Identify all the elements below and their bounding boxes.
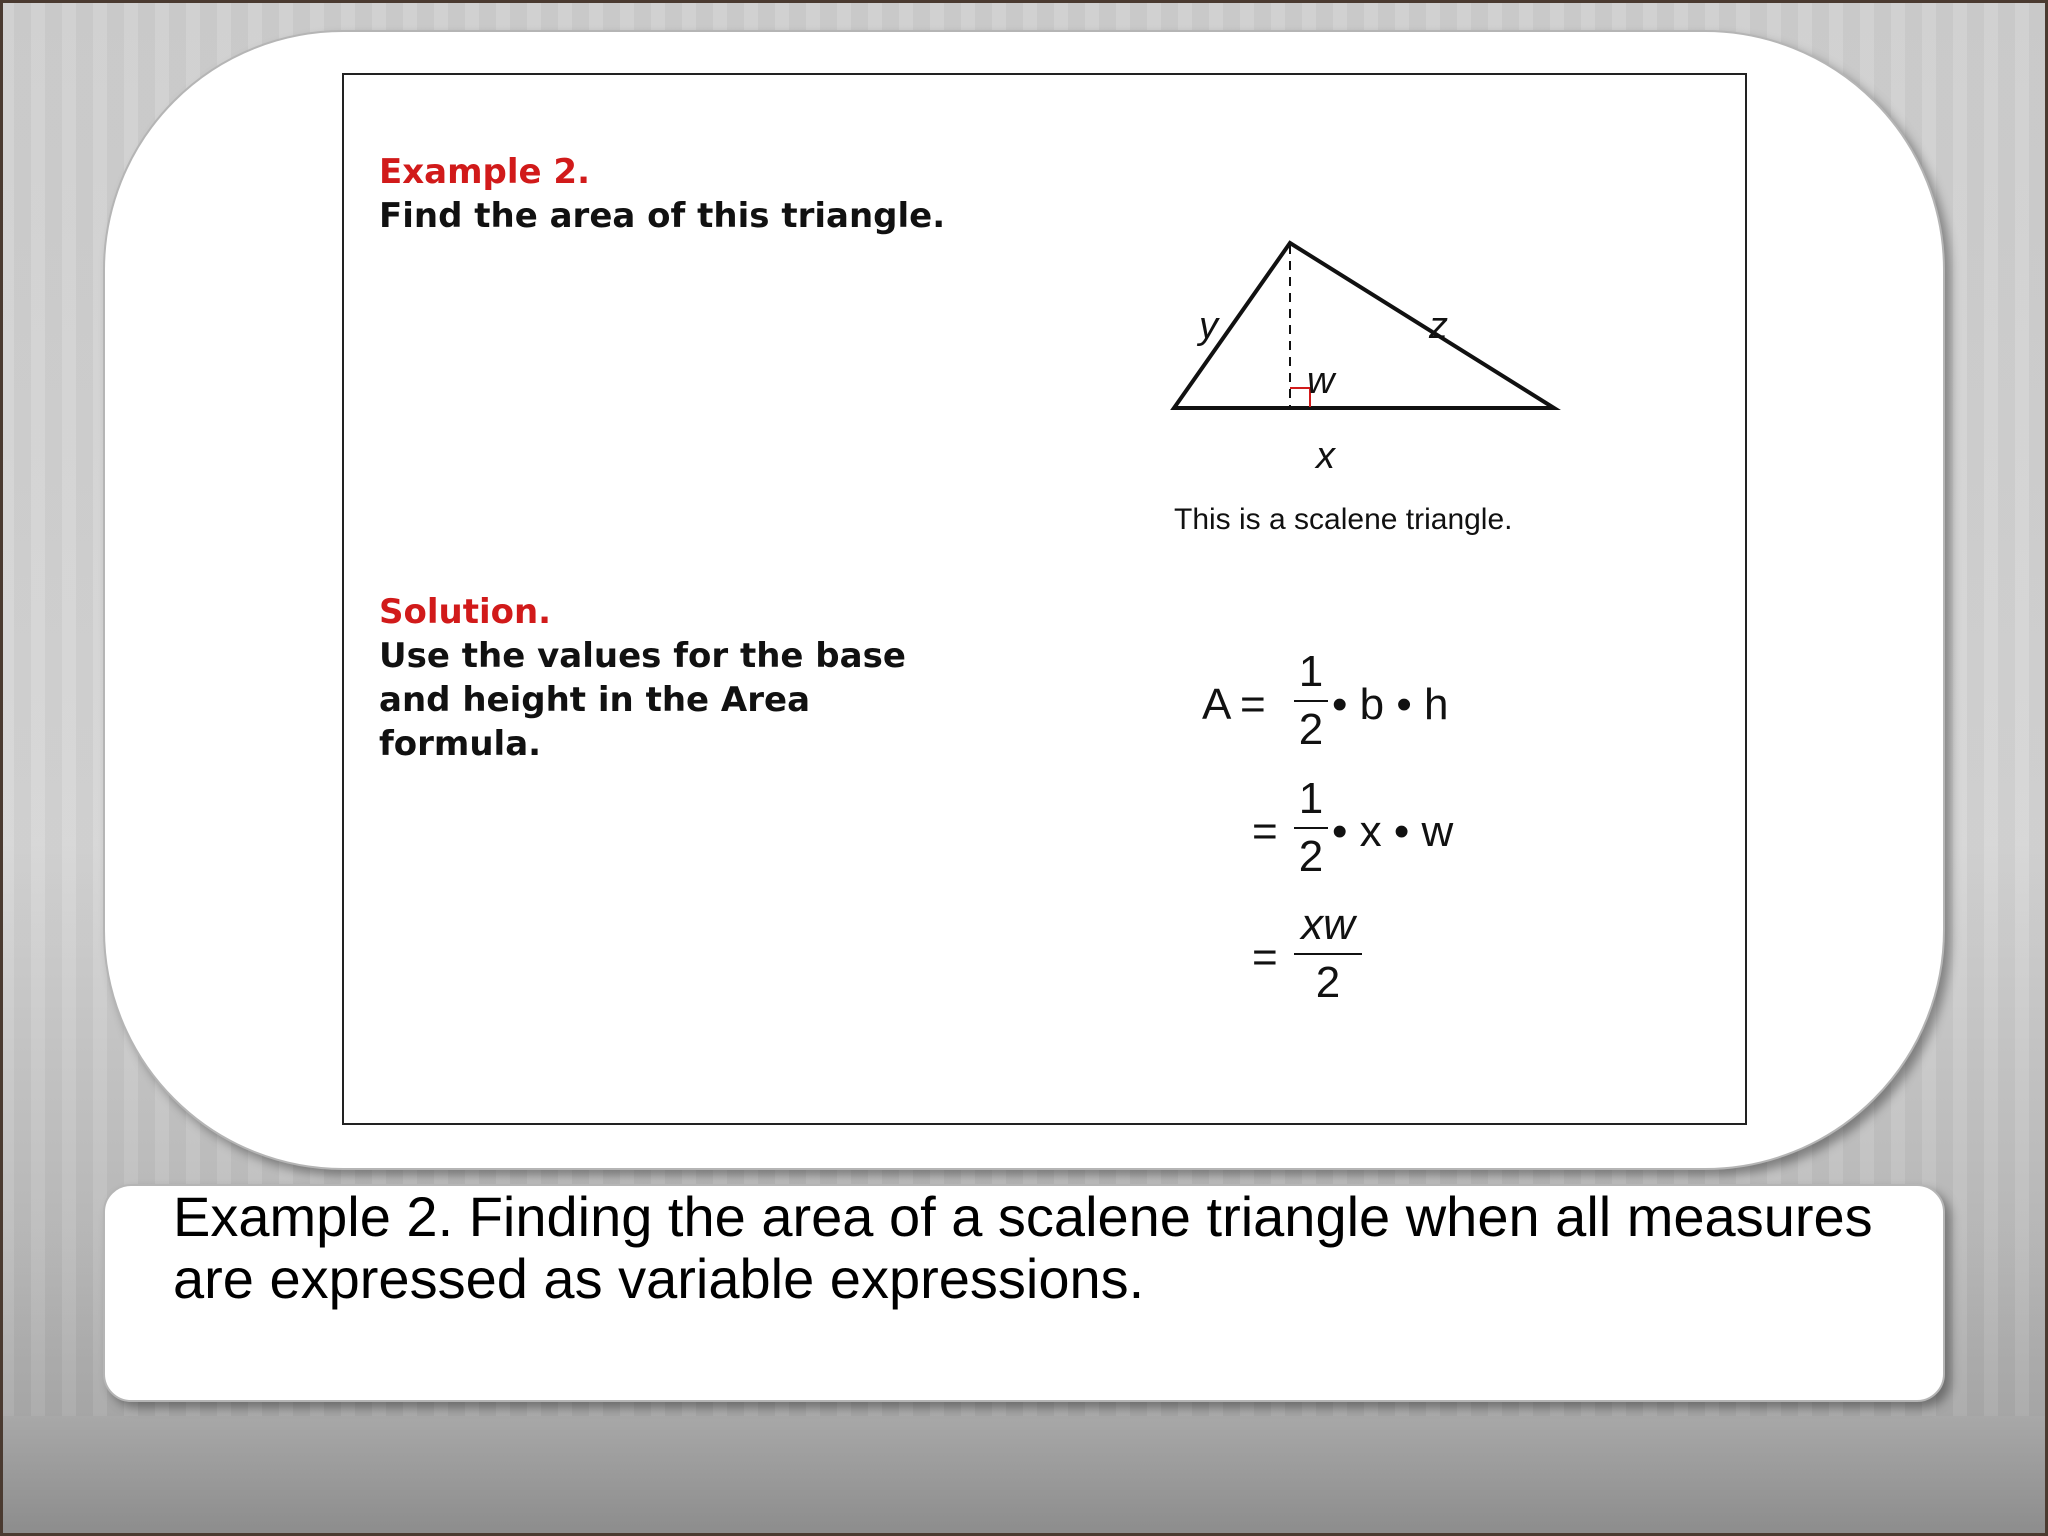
fraction-denominator: 2 <box>1298 832 1324 881</box>
height-label-w: w <box>1307 360 1335 402</box>
example-heading: Example 2. <box>379 152 590 192</box>
example-block <box>379 150 945 238</box>
fraction-bar <box>1294 953 1362 955</box>
formula-area-symbol: A <box>1202 680 1232 729</box>
solution-line-2: and height in the Area <box>379 680 811 720</box>
solution-block <box>379 590 999 766</box>
lesson-slide <box>342 73 1747 1125</box>
formula-equals-3: = <box>1252 933 1278 982</box>
solution-line-3: formula. <box>379 724 542 764</box>
triangle-outline <box>1174 243 1554 408</box>
caption-text: Example 2. Finding the area of a scalene triangle when all measures are expressed as variable expressions. <box>173 1185 1873 1310</box>
fraction-numerator: 1 <box>1298 647 1324 696</box>
formula-line1-rhs: • b • h <box>1332 680 1449 729</box>
formula-line2-rhs: • x • w <box>1332 807 1454 856</box>
solution-heading: Solution. <box>379 592 552 632</box>
fraction-numerator: 1 <box>1298 774 1324 823</box>
fraction-denominator: 2 <box>1315 958 1341 1007</box>
fraction-bar <box>1294 827 1328 829</box>
background-bottom-strip <box>0 1416 2048 1536</box>
fraction-numerator: xw <box>1301 900 1355 949</box>
formula-final-fraction <box>1294 900 1362 1007</box>
formula-equals-1: = <box>1240 680 1266 729</box>
fraction-bar <box>1294 700 1328 702</box>
side-label-z: z <box>1429 305 1448 347</box>
formula-equals-2: = <box>1252 807 1278 856</box>
solution-line-1: Use the values for the base <box>379 636 906 676</box>
base-label-x: x <box>1316 435 1335 477</box>
example-prompt: Find the area of this triangle. <box>379 196 946 236</box>
side-label-y: y <box>1199 305 1218 347</box>
scalene-triangle-diagram <box>1144 155 1564 485</box>
formula-half-1 <box>1294 647 1328 754</box>
fraction-denominator: 2 <box>1298 705 1324 754</box>
triangle-caption: This is a scalene triangle. <box>1174 503 1513 536</box>
caption-panel <box>103 1184 1945 1402</box>
formula-half-2 <box>1294 774 1328 881</box>
